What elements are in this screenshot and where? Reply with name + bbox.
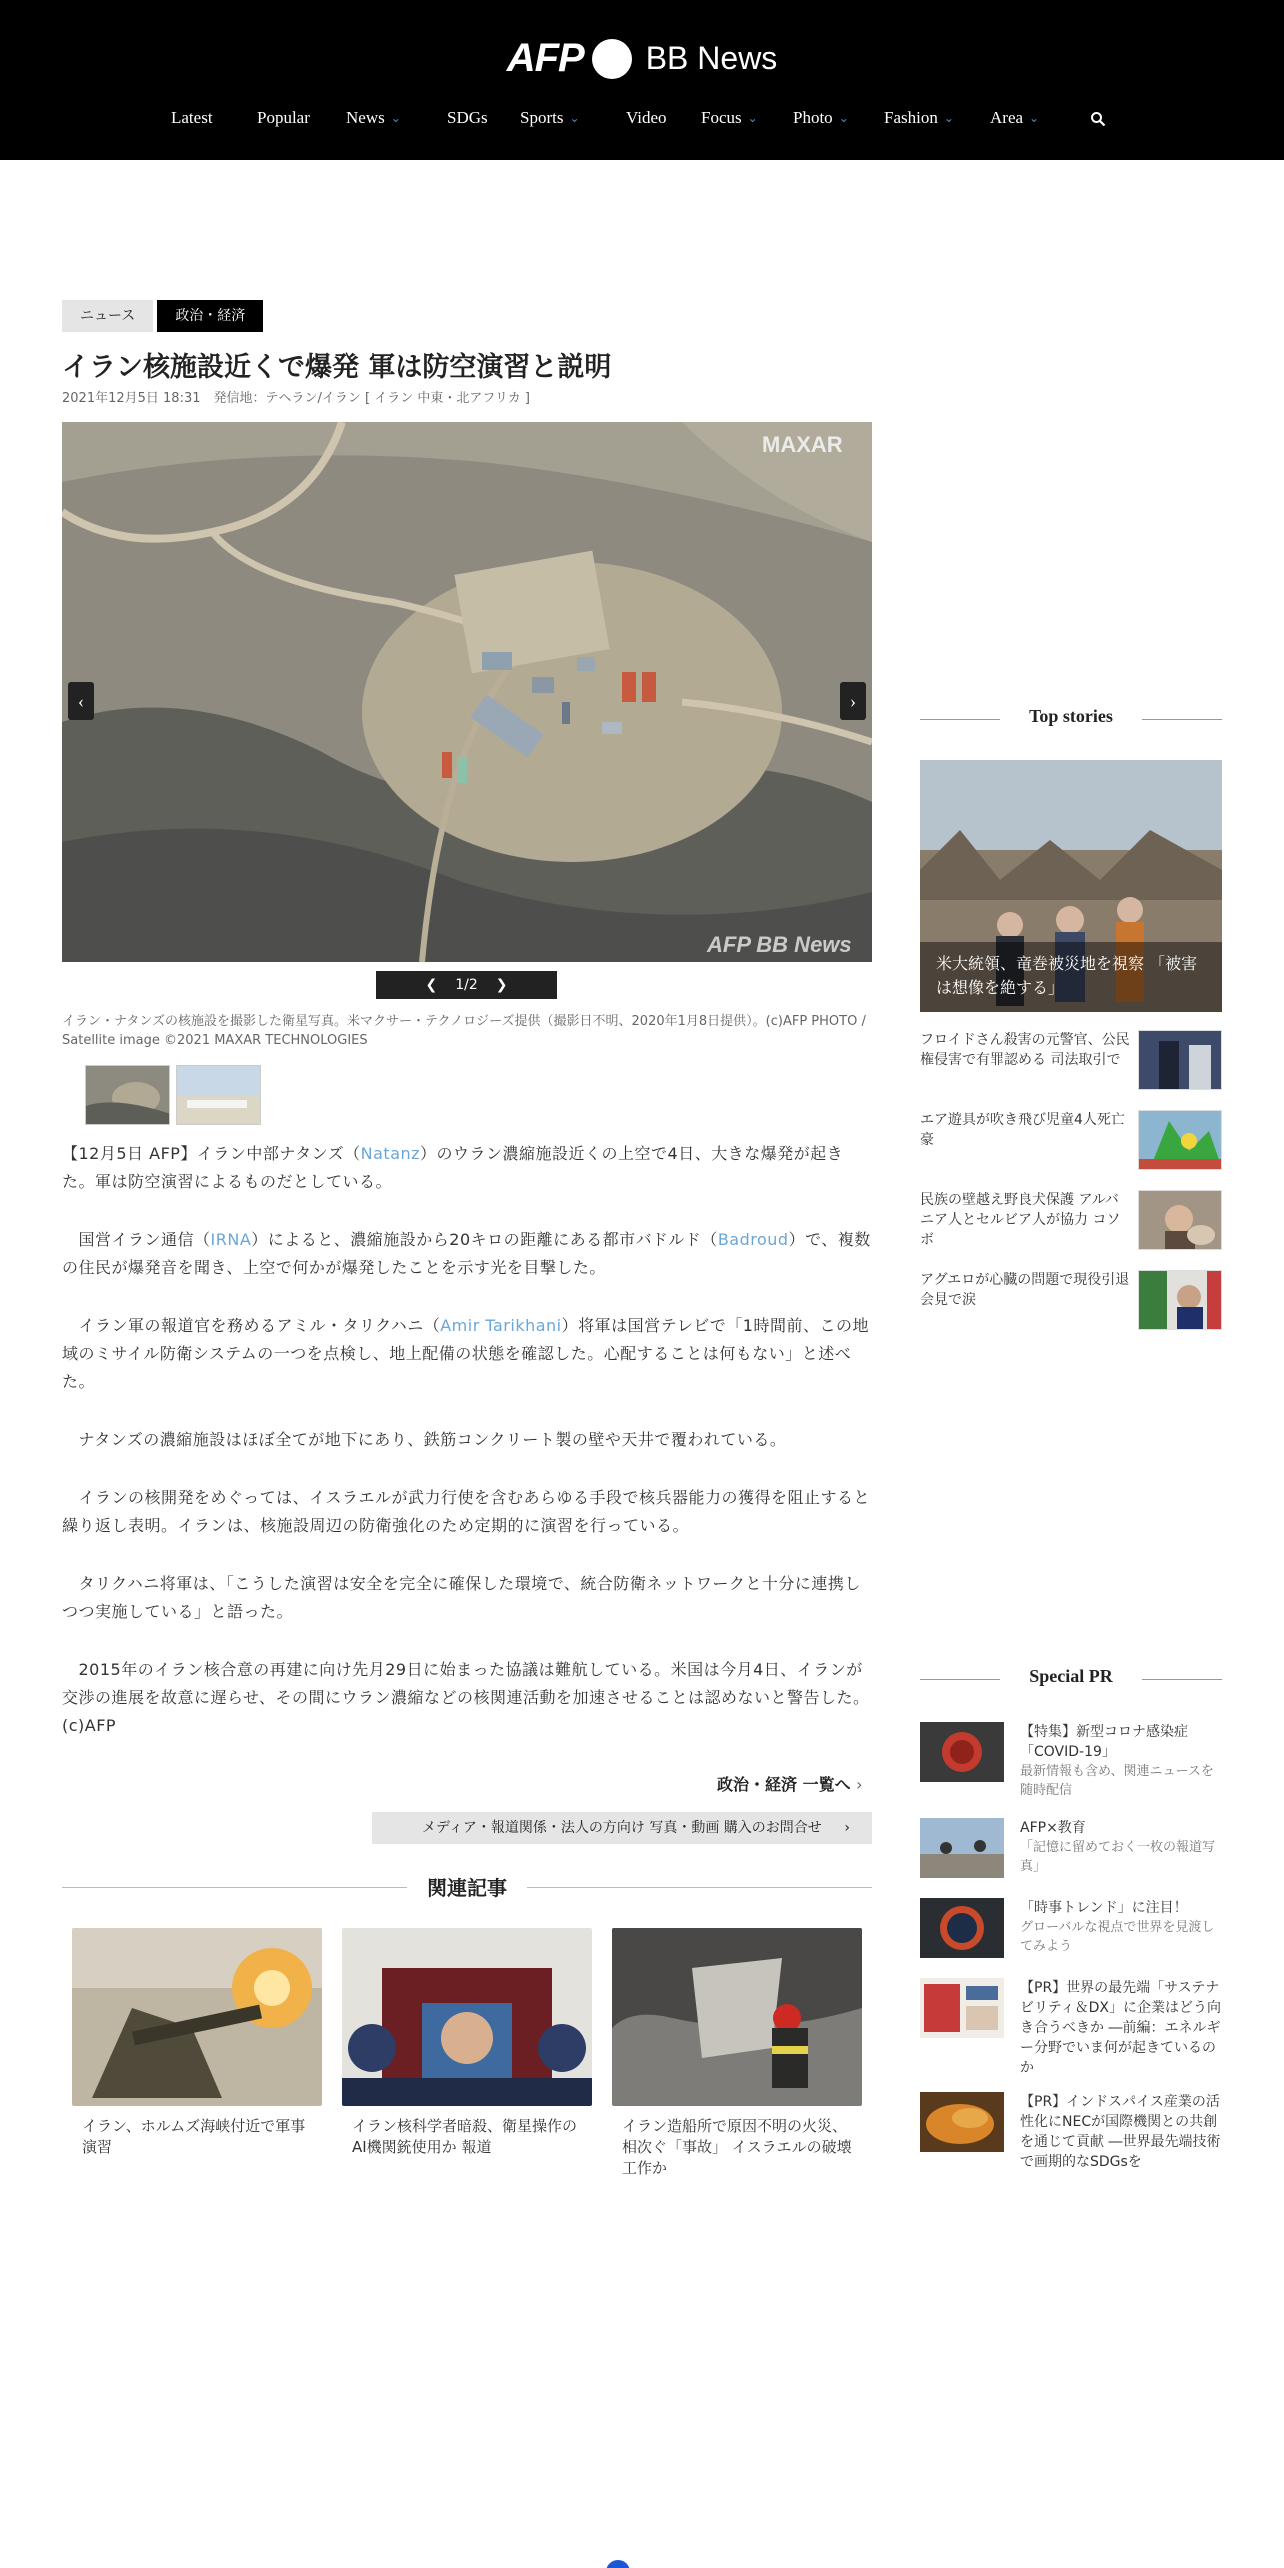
pr-thumbnail	[920, 1898, 1004, 1958]
paragraph-text: ）将軍は国営テレビで「1時間前、この地域のミサイル防衛システムの一つを点検し、地上配備の状態を確認した。心配することは何もない」と述べた。	[62, 1316, 869, 1391]
story-thumbnail	[1138, 1270, 1222, 1330]
logo-bbnews-text: BB News	[645, 40, 778, 76]
top-story-caption: 米大統領、竜巻被災地を視察 「被害は想像を絶する」	[936, 954, 1198, 997]
image-pager	[376, 971, 557, 999]
scroll-top-icon[interactable]	[606, 2560, 630, 2568]
top-story-item[interactable]: 民族の壁越え野良犬保護 アルバニア人とセルビア人が協力 コソボ	[920, 1190, 1222, 1254]
related-image	[612, 1928, 862, 2106]
article-paragraph	[62, 1226, 872, 1282]
article-paragraph	[62, 1426, 872, 1454]
story-thumbnail	[1138, 1110, 1222, 1170]
chevron-down-icon: ⌄	[569, 111, 580, 125]
top-story-item[interactable]: エア遊具が吹き飛び児童4人死亡 豪	[920, 1110, 1222, 1174]
nav-item-focus[interactable]: Focus ⌄	[701, 108, 758, 127]
category-list-link[interactable]: 政治・経済 一覧へ ›	[717, 1775, 863, 1794]
site-logo[interactable]	[0, 36, 1284, 81]
chevron-down-icon: ⌄	[390, 111, 401, 125]
story-thumbnail	[1138, 1190, 1222, 1250]
logo-afp-text: AFP	[506, 36, 584, 80]
paragraph-text: 2015年のイラン核合意の再建に向け先月29日に始まった協議は難航している。米国は今月4日、イランが交渉の進展を故意に遅らせ、その間にウラン濃縮などの核関連活動を加速させることは認めないと警告した。(c)AFP	[62, 1660, 870, 1735]
nav-item-sdgs[interactable]: SDGs	[447, 108, 488, 127]
pager-count: 1/2	[455, 977, 478, 993]
paragraph-text: ）によると、濃縮施設から20キロの距離にある都市バドルド（	[251, 1230, 718, 1249]
image-next-button[interactable]: ›	[840, 682, 866, 720]
inline-link[interactable]: Natanz	[360, 1144, 421, 1163]
pr-thumbnail	[920, 2092, 1004, 2152]
image-thumbnails	[85, 1065, 261, 1125]
article-title: イラン核施設近くで爆発 軍は防空演習と説明	[62, 352, 612, 383]
article-main-image	[62, 422, 872, 962]
paragraph-text: ）で、複数の住民が爆発音を聞き、上空で何かが爆発したことを示す光を目撃した。	[62, 1230, 871, 1277]
nav-item-video[interactable]: Video	[626, 108, 667, 127]
tag-news[interactable]: ニュース	[62, 300, 153, 332]
related-image	[342, 1928, 592, 2106]
paragraph-text: 国営イラン通信（	[62, 1230, 211, 1249]
chevron-down-icon: ⌄	[943, 111, 954, 125]
logo-circle-icon	[592, 39, 632, 79]
related-card[interactable]: イラン、ホルムズ海峡付近で軍事演習	[72, 1928, 322, 2158]
chevron-down-icon: ⌄	[1029, 111, 1040, 125]
afp-watermark: AFP BB News	[707, 932, 852, 957]
chevron-down-icon: ⌄	[838, 111, 849, 125]
tag-category[interactable]: 政治・経済	[157, 300, 263, 332]
paragraph-text: ）のウラン濃縮施設近くの上空で4日、大きな爆発が起きた。軍は防空演習によるものだとしている。	[62, 1144, 844, 1191]
pager-next-icon[interactable]: ❯	[495, 977, 508, 993]
inline-link[interactable]: IRNA	[210, 1230, 252, 1249]
pager-prev-icon[interactable]: ❮	[425, 977, 438, 993]
article-tags	[62, 300, 263, 332]
image-caption: イラン・ナタンズの核施設を撮影した衛星写真。米マクサー・テクノロジーズ提供（撮影日不明、2020年1月8日提供）。(c)AFP PHOTO / Satellite image ©2021 MAXAR TECHNOLOGIES	[62, 1014, 866, 1048]
inline-link[interactable]: Amir Tarikhani	[440, 1316, 562, 1335]
chevron-right-icon: ›	[856, 1775, 863, 1794]
inline-link[interactable]: Badroud	[717, 1230, 789, 1249]
paragraph-text: ナタンズの濃縮施設はほぼ全てが地下にあり、鉄筋コンクリート製の壁や天井で覆われている。	[62, 1430, 787, 1449]
maxar-watermark: MAXAR	[762, 432, 843, 457]
pr-thumbnail	[920, 1722, 1004, 1782]
thumbnail-2[interactable]	[176, 1065, 261, 1125]
top-stories-heading: Top stories	[920, 706, 1222, 732]
article-paragraph	[62, 1570, 872, 1626]
main-nav	[0, 108, 1284, 138]
article-meta: 2021年12月5日 18:31 発信地：テヘラン/イラン [ イラン 中東・北アフリカ ]	[62, 391, 530, 406]
chevron-right-icon: ›	[844, 1820, 850, 1836]
article-paragraph	[62, 1312, 872, 1396]
related-card[interactable]: イラン造船所で原因不明の火災、相次ぐ「事故」 イスラエルの破壊工作か	[612, 1928, 862, 2179]
special-pr-heading: Special PR	[920, 1666, 1222, 1692]
nav-item-fashion[interactable]: Fashion ⌄	[884, 108, 954, 127]
article-paragraph	[62, 1656, 872, 1740]
story-thumbnail	[1138, 1030, 1222, 1090]
nav-item-popular[interactable]: Popular	[257, 108, 310, 127]
search-icon[interactable]	[1090, 111, 1106, 127]
top-story-main[interactable]	[920, 760, 1222, 1012]
satellite-image	[62, 422, 872, 962]
pr-thumbnail	[920, 1978, 1004, 2038]
nav-item-area[interactable]: Area ⌄	[990, 108, 1040, 127]
media-inquiry-link[interactable]: メディア・報道関係・法人の方向け 写真・動画 購入のお問合せ ›	[372, 1812, 872, 1844]
site-header	[0, 0, 1284, 160]
related-card[interactable]: イラン核科学者暗殺、衛星操作のAI機関銃使用か 報道	[342, 1928, 592, 2158]
nav-item-sports[interactable]: Sports ⌄	[520, 108, 580, 127]
pr-thumbnail	[920, 1818, 1004, 1878]
related-heading: 関連記事	[62, 1872, 872, 1902]
paragraph-text: 【12月5日 AFP】イラン中部ナタンズ（	[62, 1144, 361, 1163]
article-paragraph	[62, 1140, 872, 1196]
nav-item-news[interactable]: News ⌄	[346, 108, 401, 127]
paragraph-text: イラン軍の報道官を務めるアミル・タリクハニ（	[62, 1316, 441, 1335]
paragraph-text: イランの核開発をめぐっては、イスラエルが武力行使を含むあらゆる手段で核兵器能力の獲得を阻止すると繰り返し表明。イランは、核施設周辺の防衛強化のため定期的に演習を行っている。	[62, 1488, 871, 1535]
article-paragraph	[62, 1484, 872, 1540]
image-prev-button[interactable]: ‹	[68, 682, 94, 720]
top-story-item[interactable]: フロイドさん殺害の元警官、公民権侵害で有罪認める 司法取引で	[920, 1030, 1222, 1094]
nav-item-latest[interactable]: Latest	[171, 108, 213, 127]
related-image	[72, 1928, 322, 2106]
nav-item-photo[interactable]: Photo ⌄	[793, 108, 849, 127]
top-story-item[interactable]: アグエロが心臓の問題で現役引退 会見で涙	[920, 1270, 1222, 1334]
thumbnail-1[interactable]	[85, 1065, 170, 1125]
article-body	[62, 1140, 872, 1770]
chevron-down-icon: ⌄	[747, 111, 758, 125]
paragraph-text: タリクハニ将軍は、「こうした演習は安全を完全に確保した環境で、統合防衛ネットワークと十分に連携しつつ実施している」と語った。	[62, 1574, 861, 1621]
